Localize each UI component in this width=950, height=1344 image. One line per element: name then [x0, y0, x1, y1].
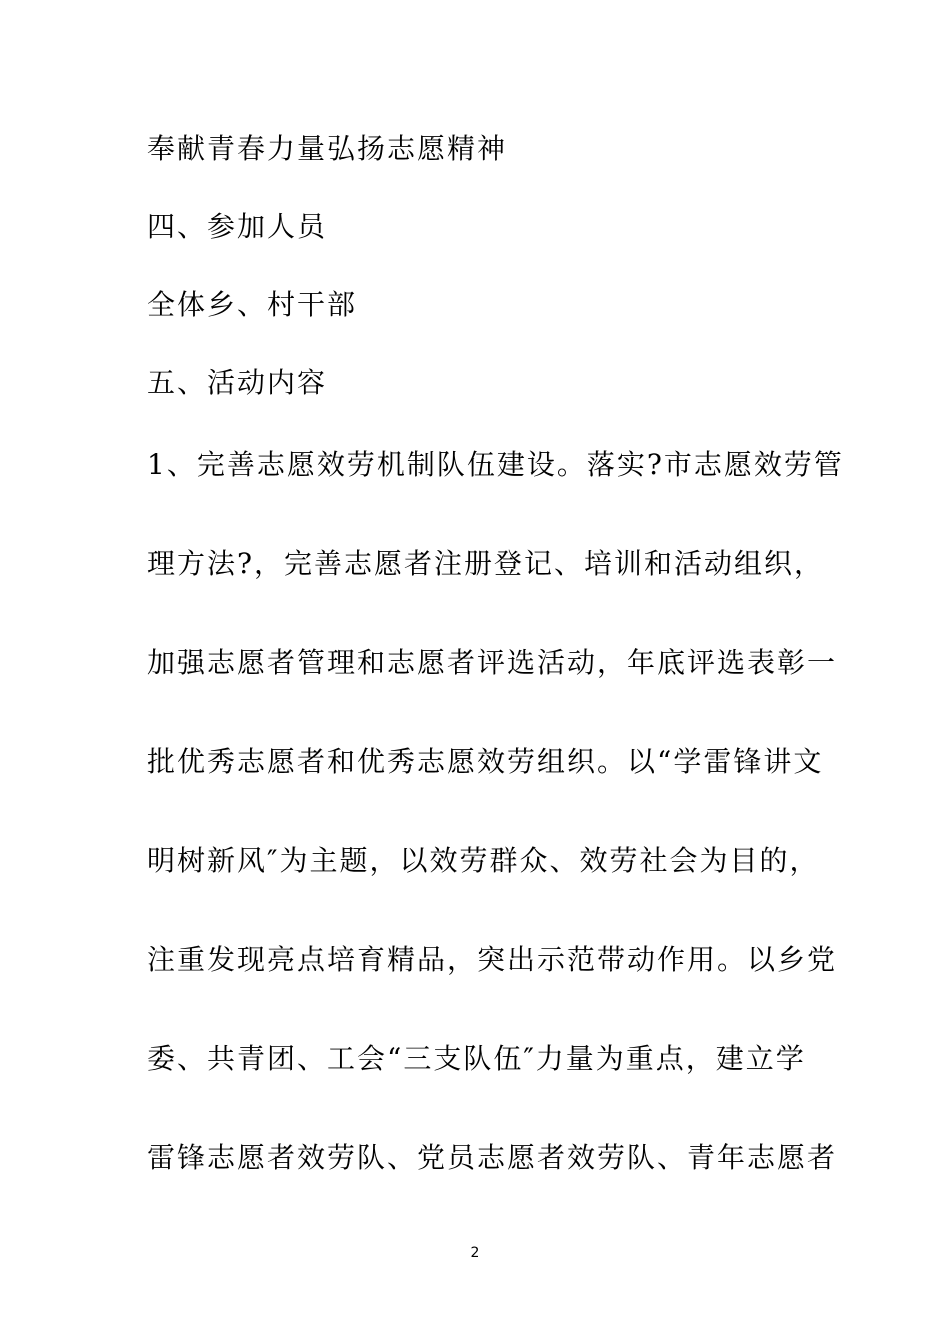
paragraph-line-8: 雷锋志愿者效劳队、党员志愿者效劳队、青年志愿者 [147, 1141, 838, 1174]
body-line-title: 奉献青春力量弘扬志愿精神 [147, 132, 508, 165]
section-heading-participants: 四、参加人员 [147, 210, 328, 243]
paragraph-line-7: 委、共青团、工会“三支队伍″力量为重点，建立学 [147, 1042, 806, 1075]
paragraph-line-1: 1、完善志愿效劳机制队伍建设。落实?市志愿效劳管 [147, 448, 844, 481]
paragraph-line-3: 加强志愿者管理和志愿者评选活动，年底评选表彰一 [147, 646, 838, 679]
paragraph-line-4: 批优秀志愿者和优秀志愿效劳组织。以“学雷锋讲文 [147, 745, 824, 778]
paragraph-line-6: 注重发现亮点培育精品，突出示范带动作用。以乡党 [147, 943, 838, 976]
paragraph-line-5: 明树新风″为主题，以效劳群众、效劳社会为目的， [147, 844, 820, 877]
paragraph-line-2: 理方法?，完善志愿者注册登记、培训和活动组织， [147, 547, 825, 580]
section-heading-activities: 五、活动内容 [147, 366, 328, 399]
page-number: 2 [470, 1245, 480, 1261]
body-line-participants: 全体乡、村干部 [147, 288, 358, 321]
